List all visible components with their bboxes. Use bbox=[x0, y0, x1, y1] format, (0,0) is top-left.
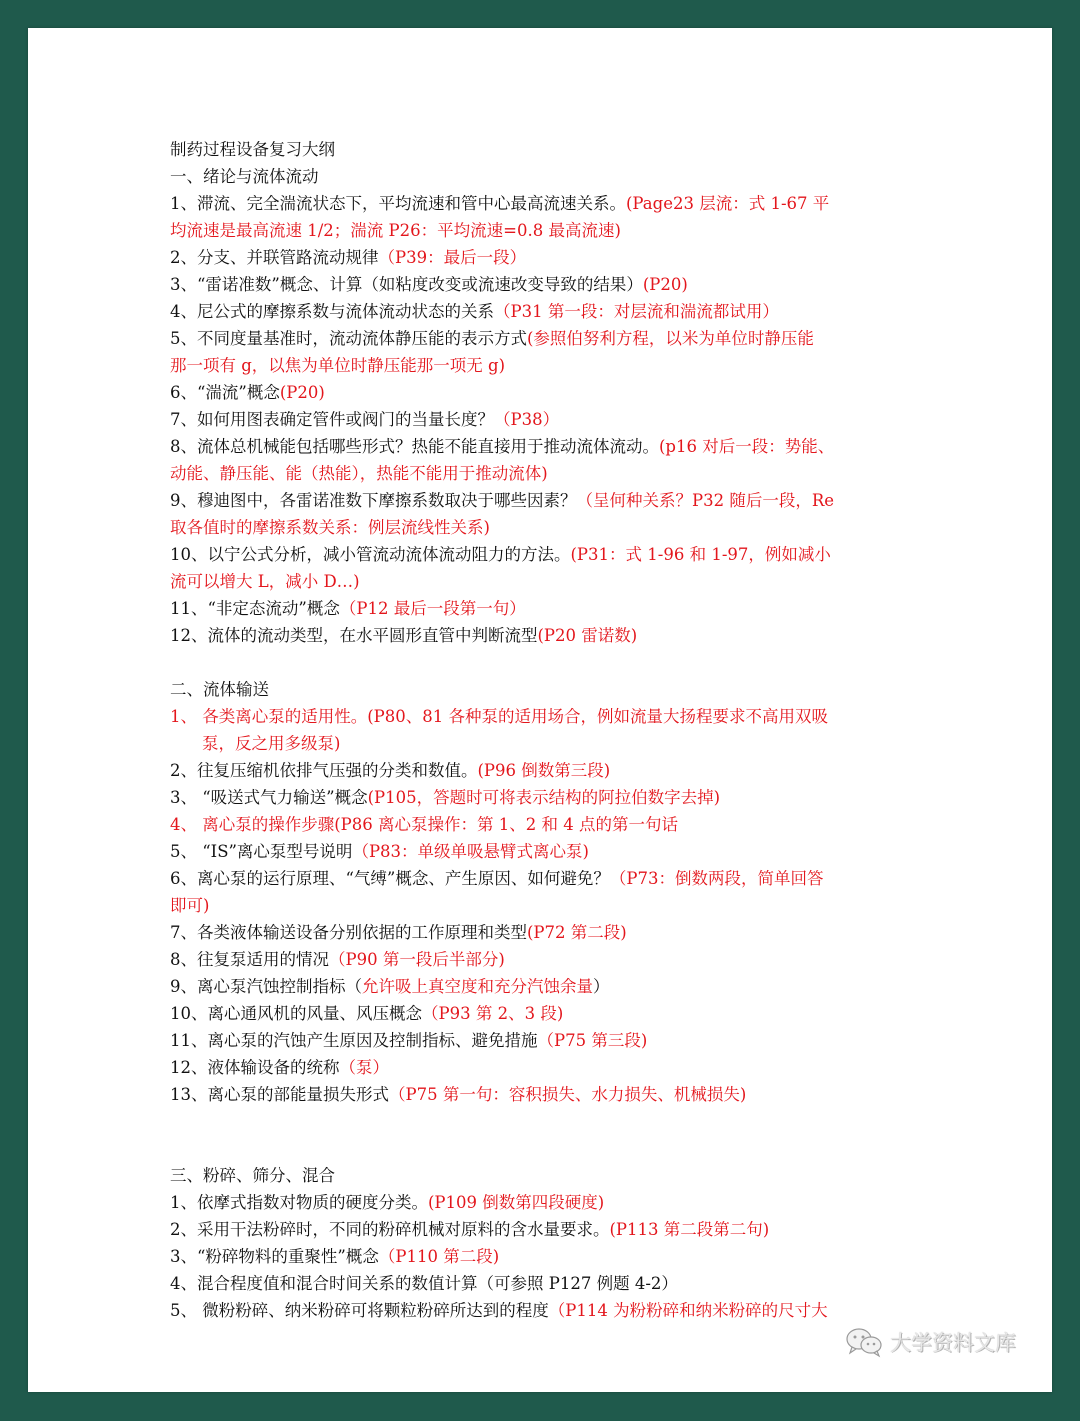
document-title: 制药过程设备复习大纲 bbox=[170, 140, 335, 159]
list-item: 2、分支、并联管路流动规律（P39：最后一段） bbox=[170, 248, 527, 267]
list-item: 3、 “吸送式气力输送”概念(P105，答题时可将表示结构的阿拉伯数字去掉) bbox=[170, 788, 721, 807]
list-item: 1、依摩式指数对物质的硬度分类。(P109 倒数第四段硬度) bbox=[170, 1193, 605, 1212]
watermark bbox=[844, 1326, 1016, 1358]
list-item: 13、离心泵的部能量损失形式（P75 第一句：容积损失、水力损失、机械损失) bbox=[170, 1085, 747, 1104]
document-page bbox=[28, 28, 1052, 1392]
list-item: 8、往复泵适用的情况（P90 第一段后半部分) bbox=[170, 950, 505, 969]
outline-content bbox=[170, 136, 912, 1324]
list-item-continuation: 流可以增大 L，减小 D…) bbox=[170, 572, 360, 591]
list-item: 1、 各类离心泵的适用性。(P80、81 各种泵的适用场合，例如流量大扬程要求不高用双吸 bbox=[170, 707, 829, 726]
list-item-continuation: 均流速是最高流速 1/2；湍流 P26：平均流速=0.8 最高流速) bbox=[170, 221, 621, 240]
list-item: 11、“非定态流动”概念（P12 最后一段第一句） bbox=[170, 599, 526, 618]
list-item: 5、 “IS”离心泵型号说明（P83：单级单吸悬臂式离心泵) bbox=[170, 842, 589, 861]
list-item-continuation: 动能、静压能、能（热能），热能不能用于推动流体) bbox=[170, 464, 548, 483]
list-item: 3、“雷诺准数”概念、计算（如粘度改变或流速改变导致的结果）(P20) bbox=[170, 275, 688, 294]
list-item: 4、尼公式的摩擦系数与流体流动状态的关系（P31 第一段：对层流和湍流都试用） bbox=[170, 302, 779, 321]
list-item: 3、“粉碎物料的重聚性”概念（P110 第二段) bbox=[170, 1247, 500, 1266]
section-heading-1: 一、绪论与流体流动 bbox=[170, 167, 319, 186]
section-heading-3: 三、粉碎、筛分、混合 bbox=[170, 1166, 335, 1185]
list-item: 10、离心通风机的风量、风压概念（P93 第 2、3 段) bbox=[170, 1004, 564, 1023]
list-item: 9、离心泵汽蚀控制指标（允许吸上真空度和充分汽蚀余量） bbox=[170, 977, 610, 996]
list-item: 11、离心泵的汽蚀产生原因及控制指标、避免措施（P75 第三段) bbox=[170, 1031, 648, 1050]
watermark-text: 大学资料文库 bbox=[890, 1331, 1016, 1355]
list-item: 6、离心泵的运行原理、“气缚”概念、产生原因、如何避免？（P73：倒数两段，简单回答 bbox=[170, 869, 824, 888]
list-item: 6、“湍流”概念(P20) bbox=[170, 383, 325, 402]
list-item-continuation: 取各值时的摩擦系数关系：例层流线性关系) bbox=[170, 518, 490, 537]
list-item: 8、流体总机械能包括哪些形式？热能不能直接用于推动流体流动。(p16 对后一段：势能、 bbox=[170, 437, 835, 456]
list-item: 12、液体输设备的统称（泵） bbox=[170, 1058, 389, 1077]
list-item-continuation: 即可) bbox=[170, 896, 210, 915]
list-item: 5、不同度量基准时，流动流体静压能的表示方式(参照伯努利方程，以米为单位时静压能 bbox=[170, 329, 814, 348]
list-item: 2、往复压缩机依排气压强的分类和数值。(P96 倒数第三段) bbox=[170, 761, 611, 780]
list-item: 4、 离心泵的操作步骤(P86 离心泵操作：第 1、2 和 4 点的第一句话 bbox=[170, 815, 679, 834]
list-item: 5、 微粉粉碎、纳米粉碎可将颗粒粉碎所达到的程度（P114 为粉粉碎和纳米粉碎的尺寸大 bbox=[170, 1301, 828, 1320]
list-item: 12、流体的流动类型，在水平圆形直管中判断流型(P20 雷诺数) bbox=[170, 626, 638, 645]
section-heading-2: 二、流体输送 bbox=[170, 680, 269, 699]
list-item: 4、混合程度值和混合时间关系的数值计算（可参照 P127 例题 4-2） bbox=[170, 1274, 678, 1293]
list-item: 9、穆迪图中，各雷诺准数下摩擦系数取决于哪些因素？（呈何种关系？P32 随后一段，Re bbox=[170, 491, 835, 510]
list-item: 10、以宁公式分析，减小管流动流体流动阻力的方法。(P31：式 1-96 和 1-97，例如减小 bbox=[170, 545, 831, 564]
list-item: 2、采用干法粉碎时，不同的粉碎机械对原料的含水量要求。(P113 第二段第二句) bbox=[170, 1220, 770, 1239]
list-item: 7、如何用图表确定管件或阀门的当量长度？（P38） bbox=[170, 410, 560, 429]
list-item: 1、滞流、完全湍流状态下，平均流速和管中心最高流速关系。(Page23 层流：式 1-67 平 bbox=[170, 194, 830, 213]
list-item-continuation: 泵，反之用多级泵) bbox=[202, 734, 341, 753]
wechat-icon bbox=[844, 1326, 884, 1358]
list-item: 7、各类液体输送设备分别依据的工作原理和类型(P72 第二段) bbox=[170, 923, 627, 942]
list-item-continuation: 那一项有 g，以焦为单位时静压能那一项无 g) bbox=[170, 356, 506, 375]
